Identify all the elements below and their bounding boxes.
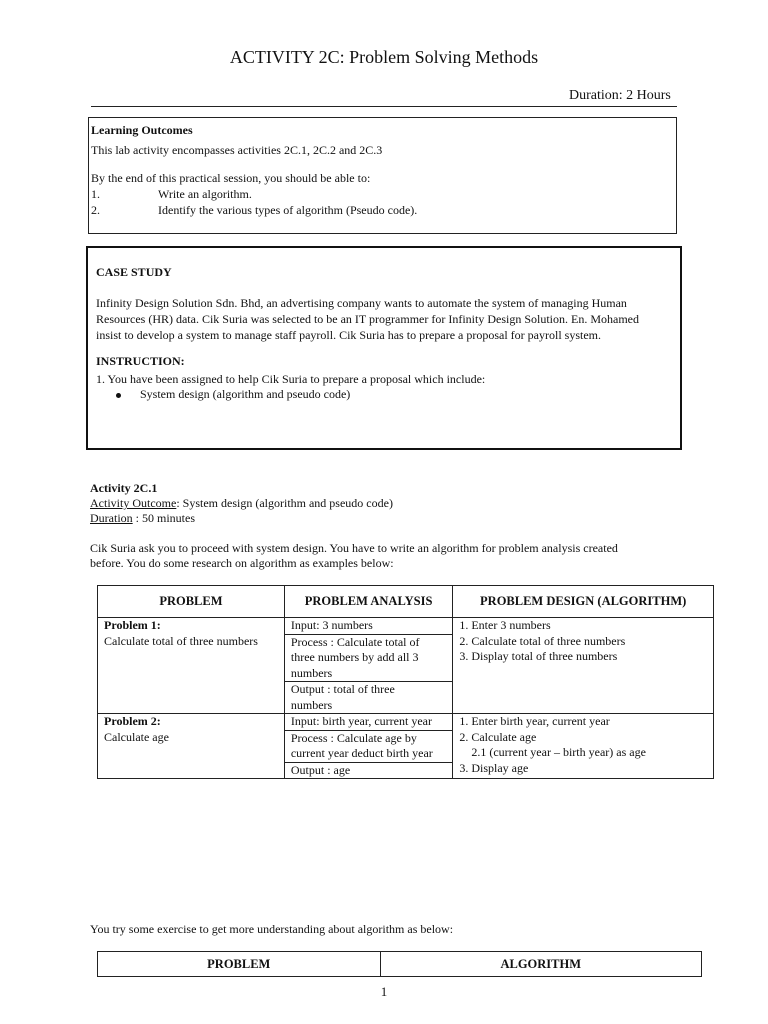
learning-outcomes-lead: By the end of this practical session, you should be able to: (91, 171, 371, 185)
column-header: PROBLEM (98, 586, 285, 618)
activity-heading: Activity 2C.1 (90, 481, 158, 495)
exercise-table (97, 951, 702, 977)
instruction-text: 1. You have been assigned to help Cik Suria to prepare a proposal which include: (96, 372, 486, 386)
analysis-cell (284, 714, 452, 779)
outcome-number: 2. (91, 203, 100, 217)
learning-outcomes-intro: This lab activity encompasses activities 2C.1, 2C.2 and 2C.3 (91, 143, 383, 157)
design-cell (453, 618, 714, 714)
analysis-line: Output : age (290, 762, 351, 777)
column-header: PROBLEM DESIGN (ALGORITHM) (453, 586, 714, 618)
design-cell (453, 714, 714, 779)
analysis-line: Input: birth year, current year (290, 714, 432, 728)
instruction-bullet-text: System design (algorithm and pseudo code) (140, 387, 351, 401)
analysis-line: current year deduct birth year (290, 746, 433, 760)
analysis-cell (284, 618, 452, 714)
duration-label: Duration: 2 Hours (569, 88, 671, 103)
design-line: 3. Display total of three numbers (459, 649, 618, 663)
analysis-process (285, 634, 452, 682)
design-line: 2.1 (current year – birth year) as age (459, 745, 646, 759)
column-header: PROBLEM (98, 952, 381, 977)
activity-duration (90, 511, 195, 526)
activity-paragraph-line: Cik Suria ask you to proceed with system design. You have to write an algorithm for problem analysis created (90, 541, 618, 555)
learning-outcomes-heading: Learning Outcomes (91, 123, 193, 137)
analysis-input (285, 618, 452, 634)
case-study-heading: CASE STUDY (96, 265, 172, 279)
problem-cell (98, 618, 285, 714)
activity-outcome-label: Activity Outcome (90, 496, 177, 510)
header-divider (91, 106, 677, 107)
bullet-icon (116, 393, 121, 398)
examples-table (97, 585, 714, 779)
outcome-text: Identify the various types of algorithm (Pseudo code). (158, 203, 418, 217)
column-header: PROBLEM ANALYSIS (284, 586, 452, 618)
problem-text: Calculate total of three numbers (104, 633, 258, 648)
analysis-process (285, 730, 452, 762)
analysis-line: Process : Calculate age by (290, 730, 417, 745)
analysis-line: Output : total of three (290, 682, 395, 696)
problem-text: Calculate age (104, 729, 169, 744)
analysis-output (285, 762, 452, 779)
problem-cell (98, 714, 285, 779)
case-study-box (86, 246, 682, 450)
activity-outcome-value: : System design (algorithm and pseudo code) (176, 496, 393, 510)
table-header-row (98, 586, 714, 618)
design-line: 3. Display age (459, 760, 529, 775)
design-line: 2. Calculate age (459, 729, 537, 744)
activity-outcome (90, 496, 393, 511)
analysis-line: Input: 3 numbers (290, 618, 373, 632)
exercise-intro: You try some exercise to get more understanding about algorithm as below: (90, 922, 454, 936)
design-line: 2. Calculate total of three numbers (459, 633, 626, 648)
analysis-output (285, 681, 452, 713)
page-number: 1 (380, 984, 388, 999)
table-row (98, 714, 714, 779)
analysis-line: three numbers by add all 3 (290, 650, 419, 664)
table-row (98, 618, 714, 714)
outcome-number: 1. (91, 187, 100, 201)
activity-paragraph-line: before. You do some research on algorithm as examples below: (90, 556, 394, 570)
analysis-line: numbers (290, 665, 333, 680)
analysis-input (285, 714, 452, 730)
outcome-text: Write an algorithm. (158, 187, 252, 201)
design-line: 1. Enter 3 numbers (459, 618, 551, 632)
analysis-line: Process : Calculate total of (290, 634, 420, 649)
case-study-line: Infinity Design Solution Sdn. Bhd, an advertising company wants to automate the system of managing Human (96, 296, 627, 310)
problem-title: Problem 2: (104, 714, 161, 728)
analysis-line: numbers (290, 697, 333, 712)
instruction-heading: INSTRUCTION: (96, 354, 185, 368)
activity-duration-value: : 50 minutes (132, 511, 195, 525)
case-study-line: Resources (HR) data. Cik Suria was selected to be an IT programmer for Infinity Design Solution. En. Mohamed (96, 312, 639, 326)
design-line: 1. Enter birth year, current year (459, 714, 610, 728)
column-header: ALGORITHM (380, 952, 701, 977)
activity-duration-label: Duration (90, 511, 133, 525)
page-title: ACTIVITY 2C: Problem Solving Methods (229, 47, 539, 67)
case-study-line: insist to develop a system to manage staff payroll. Cik Suria has to prepare a proposal for payroll system. (96, 328, 602, 342)
table-header-row (98, 952, 702, 977)
problem-title: Problem 1: (104, 618, 161, 632)
learning-outcomes-box (88, 117, 677, 234)
